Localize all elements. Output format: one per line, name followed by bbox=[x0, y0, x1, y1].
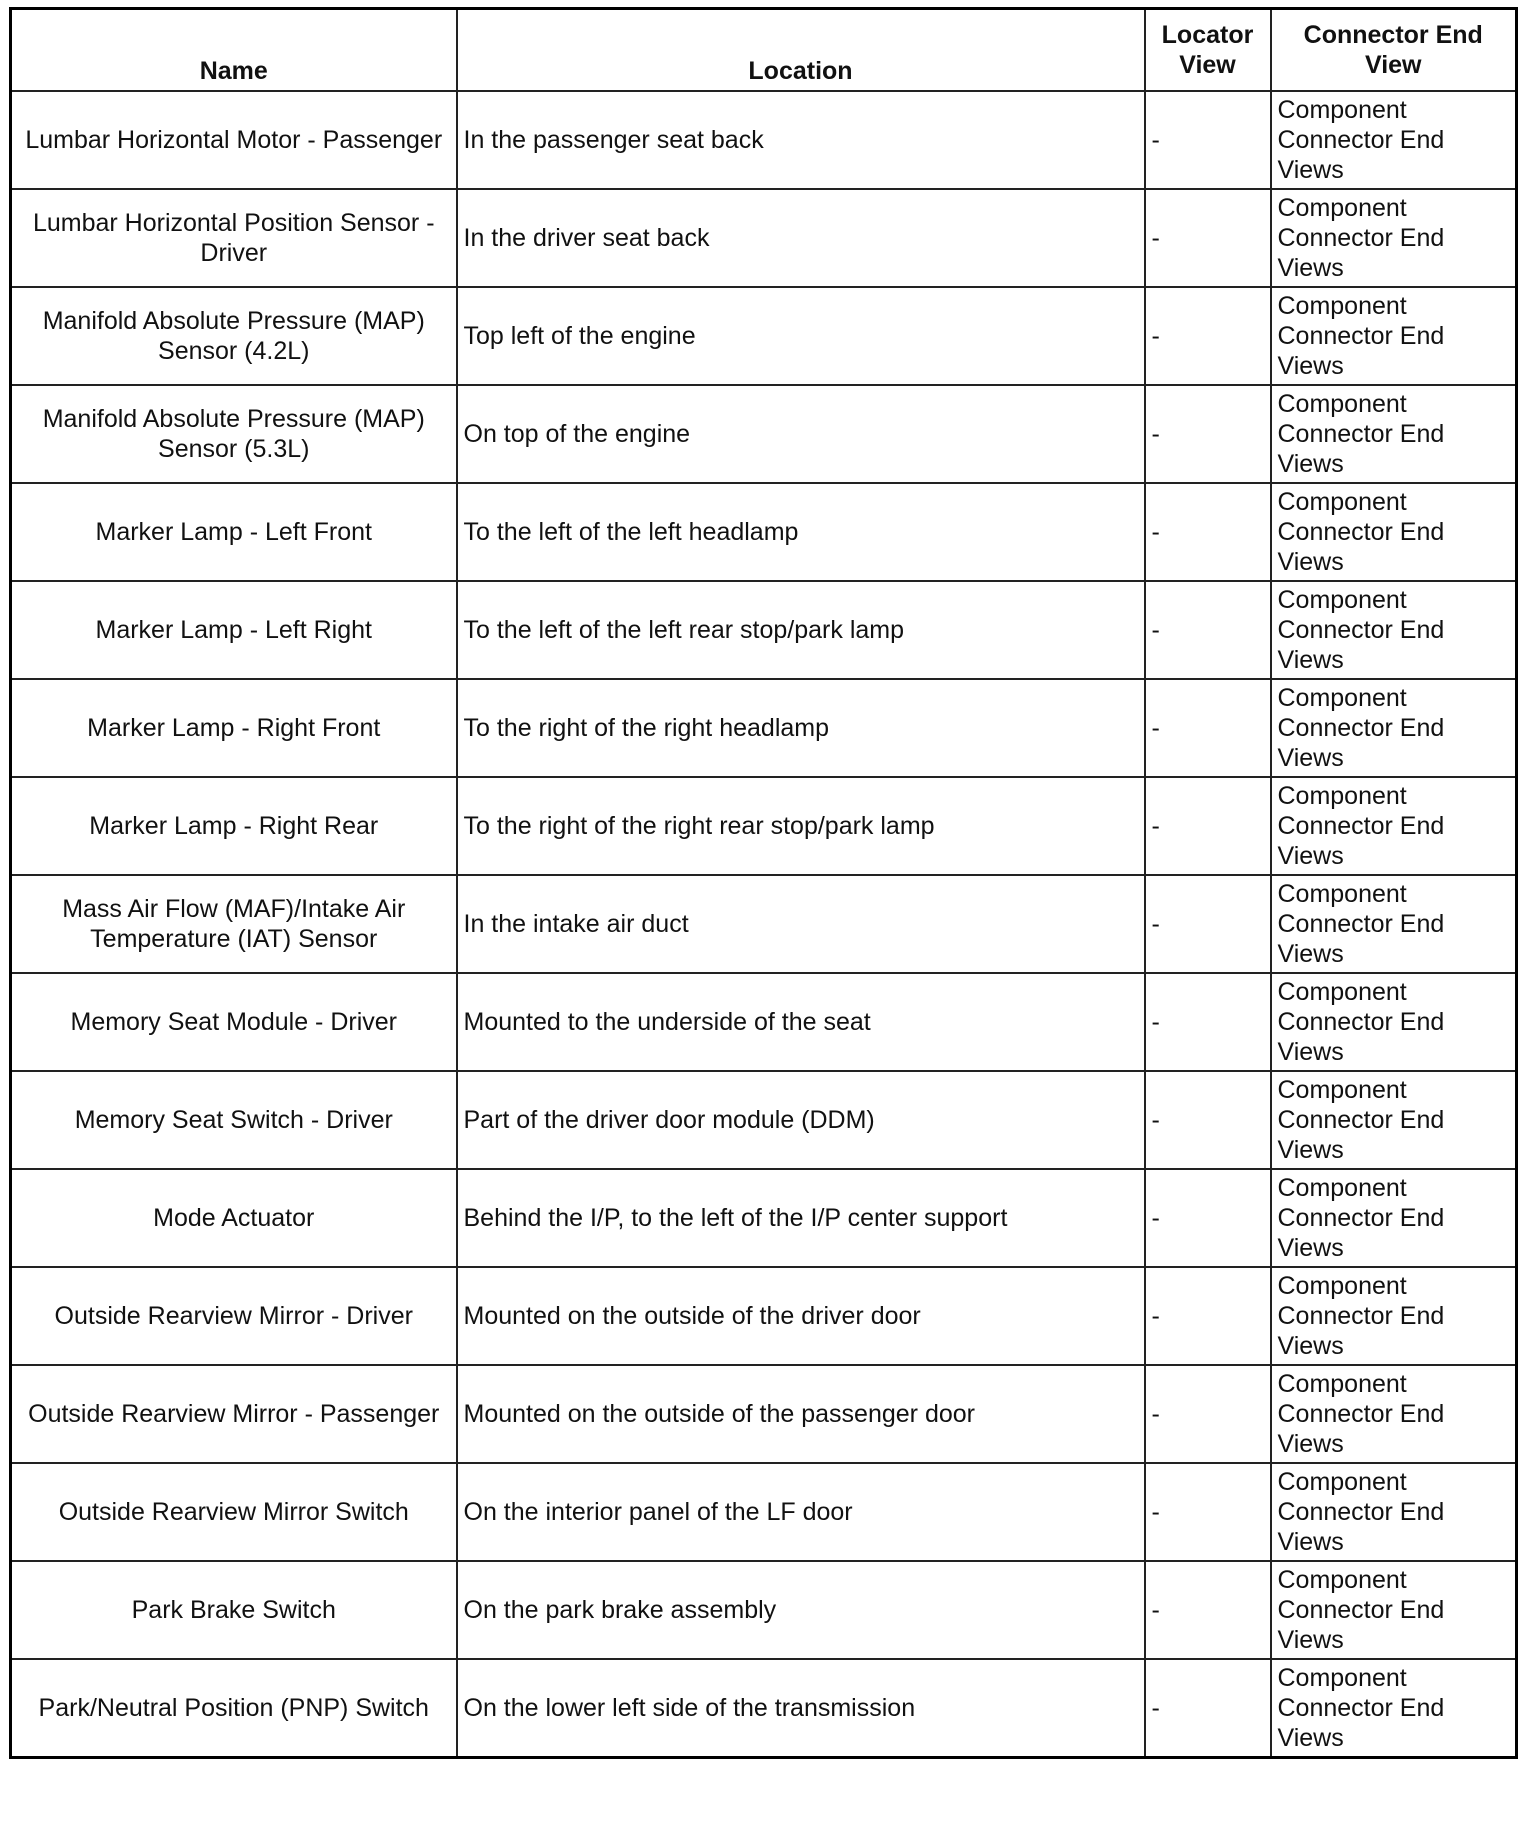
cell-connector-end-view-link[interactable]: Component Connector End Views bbox=[1271, 581, 1517, 679]
cell-locator-view: - bbox=[1145, 581, 1271, 679]
cell-location: To the right of the right rear stop/park lamp bbox=[457, 777, 1145, 875]
table-row bbox=[11, 777, 1517, 875]
table-row bbox=[11, 875, 1517, 973]
cell-connector-end-view-link[interactable]: Component Connector End Views bbox=[1271, 1071, 1517, 1169]
cell-locator-view: - bbox=[1145, 777, 1271, 875]
table-row bbox=[11, 1365, 1517, 1463]
cell-connector-end-view-link[interactable]: Component Connector End Views bbox=[1271, 777, 1517, 875]
table-row bbox=[11, 483, 1517, 581]
cell-location: In the passenger seat back bbox=[457, 91, 1145, 189]
cell-location: On the interior panel of the LF door bbox=[457, 1463, 1145, 1561]
table-body bbox=[11, 91, 1517, 1758]
cell-locator-view: - bbox=[1145, 91, 1271, 189]
cell-connector-end-view-link[interactable]: Component Connector End Views bbox=[1271, 1169, 1517, 1267]
cell-name: Outside Rearview Mirror Switch bbox=[11, 1463, 457, 1561]
table-row bbox=[11, 679, 1517, 777]
cell-connector-end-view-link[interactable]: Component Connector End Views bbox=[1271, 91, 1517, 189]
cell-name: Memory Seat Switch - Driver bbox=[11, 1071, 457, 1169]
table-row bbox=[11, 385, 1517, 483]
component-locator-table bbox=[9, 7, 1518, 1759]
cell-name: Marker Lamp - Left Front bbox=[11, 483, 457, 581]
cell-location: Mounted to the underside of the seat bbox=[457, 973, 1145, 1071]
cell-locator-view: - bbox=[1145, 1463, 1271, 1561]
cell-connector-end-view-link[interactable]: Component Connector End Views bbox=[1271, 1659, 1517, 1758]
cell-name: Park/Neutral Position (PNP) Switch bbox=[11, 1659, 457, 1758]
cell-locator-view: - bbox=[1145, 679, 1271, 777]
table-row bbox=[11, 1169, 1517, 1267]
cell-connector-end-view-link[interactable]: Component Connector End Views bbox=[1271, 875, 1517, 973]
table-row bbox=[11, 287, 1517, 385]
cell-locator-view: - bbox=[1145, 1365, 1271, 1463]
cell-name: Lumbar Horizontal Position Sensor - Driver bbox=[11, 189, 457, 287]
cell-name: Park Brake Switch bbox=[11, 1561, 457, 1659]
cell-connector-end-view-link[interactable]: Component Connector End Views bbox=[1271, 1365, 1517, 1463]
cell-locator-view: - bbox=[1145, 189, 1271, 287]
cell-name: Outside Rearview Mirror - Passenger bbox=[11, 1365, 457, 1463]
header-connector-end-view: Connector End View bbox=[1271, 9, 1517, 92]
cell-location: Behind the I/P, to the left of the I/P center support bbox=[457, 1169, 1145, 1267]
cell-connector-end-view-link[interactable]: Component Connector End Views bbox=[1271, 679, 1517, 777]
cell-location: In the intake air duct bbox=[457, 875, 1145, 973]
cell-location: To the left of the left headlamp bbox=[457, 483, 1145, 581]
table-row bbox=[11, 581, 1517, 679]
table-header-row bbox=[11, 9, 1517, 92]
cell-connector-end-view-link[interactable]: Component Connector End Views bbox=[1271, 1463, 1517, 1561]
cell-locator-view: - bbox=[1145, 385, 1271, 483]
cell-location: Part of the driver door module (DDM) bbox=[457, 1071, 1145, 1169]
cell-name: Marker Lamp - Left Right bbox=[11, 581, 457, 679]
header-locator-view: Locator View bbox=[1145, 9, 1271, 92]
cell-locator-view: - bbox=[1145, 1267, 1271, 1365]
cell-location: Top left of the engine bbox=[457, 287, 1145, 385]
cell-name: Lumbar Horizontal Motor - Passenger bbox=[11, 91, 457, 189]
cell-location: In the driver seat back bbox=[457, 189, 1145, 287]
cell-name: Marker Lamp - Right Rear bbox=[11, 777, 457, 875]
cell-location: Mounted on the outside of the driver door bbox=[457, 1267, 1145, 1365]
cell-connector-end-view-link[interactable]: Component Connector End Views bbox=[1271, 1267, 1517, 1365]
cell-name: Memory Seat Module - Driver bbox=[11, 973, 457, 1071]
cell-locator-view: - bbox=[1145, 1561, 1271, 1659]
cell-locator-view: - bbox=[1145, 1169, 1271, 1267]
cell-locator-view: - bbox=[1145, 1071, 1271, 1169]
cell-connector-end-view-link[interactable]: Component Connector End Views bbox=[1271, 189, 1517, 287]
cell-name: Manifold Absolute Pressure (MAP) Sensor (4.2L) bbox=[11, 287, 457, 385]
cell-name: Manifold Absolute Pressure (MAP) Sensor (5.3L) bbox=[11, 385, 457, 483]
cell-connector-end-view-link[interactable]: Component Connector End Views bbox=[1271, 385, 1517, 483]
cell-location: To the left of the left rear stop/park lamp bbox=[457, 581, 1145, 679]
table-row bbox=[11, 1463, 1517, 1561]
cell-location: On the lower left side of the transmission bbox=[457, 1659, 1145, 1758]
cell-locator-view: - bbox=[1145, 483, 1271, 581]
table-row bbox=[11, 973, 1517, 1071]
cell-name: Mode Actuator bbox=[11, 1169, 457, 1267]
cell-connector-end-view-link[interactable]: Component Connector End Views bbox=[1271, 973, 1517, 1071]
table-row bbox=[11, 189, 1517, 287]
table-row bbox=[11, 1659, 1517, 1758]
header-name: Name bbox=[11, 9, 457, 92]
cell-locator-view: - bbox=[1145, 287, 1271, 385]
cell-name: Mass Air Flow (MAF)/Intake Air Temperature (IAT) Sensor bbox=[11, 875, 457, 973]
table-row bbox=[11, 91, 1517, 189]
cell-name: Outside Rearview Mirror - Driver bbox=[11, 1267, 457, 1365]
component-locator-document bbox=[9, 7, 1515, 1759]
cell-location: Mounted on the outside of the passenger door bbox=[457, 1365, 1145, 1463]
cell-locator-view: - bbox=[1145, 1659, 1271, 1758]
cell-connector-end-view-link[interactable]: Component Connector End Views bbox=[1271, 1561, 1517, 1659]
cell-name: Marker Lamp - Right Front bbox=[11, 679, 457, 777]
cell-connector-end-view-link[interactable]: Component Connector End Views bbox=[1271, 483, 1517, 581]
cell-location: On top of the engine bbox=[457, 385, 1145, 483]
cell-location: On the park brake assembly bbox=[457, 1561, 1145, 1659]
cell-location: To the right of the right headlamp bbox=[457, 679, 1145, 777]
header-location: Location bbox=[457, 9, 1145, 92]
cell-locator-view: - bbox=[1145, 875, 1271, 973]
cell-locator-view: - bbox=[1145, 973, 1271, 1071]
table-row bbox=[11, 1071, 1517, 1169]
table-row bbox=[11, 1561, 1517, 1659]
cell-connector-end-view-link[interactable]: Component Connector End Views bbox=[1271, 287, 1517, 385]
table-row bbox=[11, 1267, 1517, 1365]
